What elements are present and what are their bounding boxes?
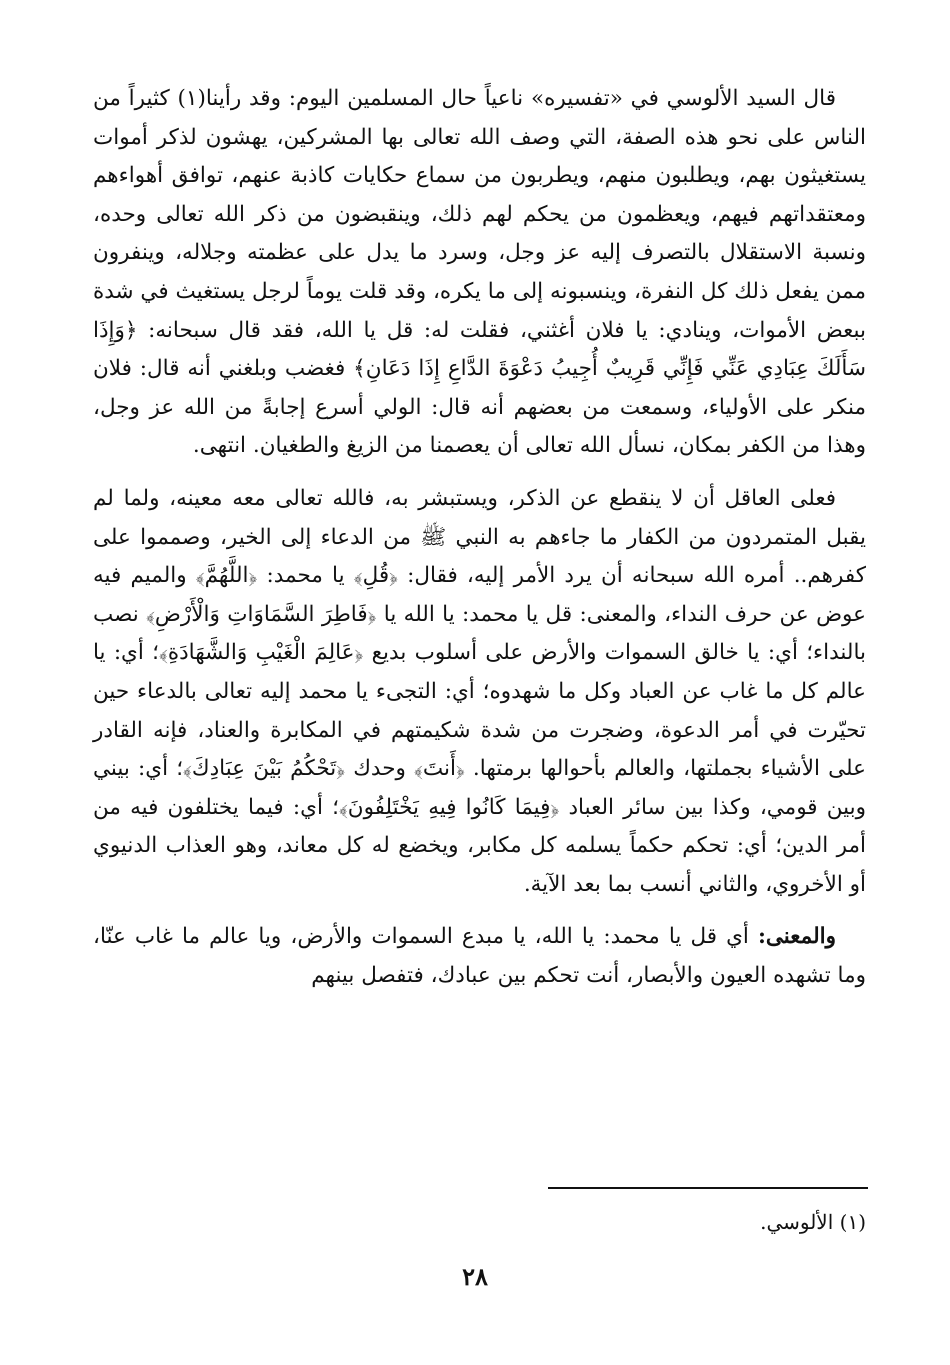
paragraph-commentary: فعلى العاقل أن لا ينقطع عن الذكر، ويستبشر به، فالله تعالى معه معينه، ولما لم يقبل المتمردون من الكفار ما جاءهم به النبي ﷺ من الدعاء إلى الخير، وصمموا على كفرهم.. أمره الله سبحانه أن يرد الأمر إليه، فقال: ﴿قُلِ﴾ يا محمد: ﴿اللَّهُمَّ﴾ والميم فيه عوض عن حرف النداء، والمعنى: قل يا محمد: يا الله يا ﴿فَاطِرَ السَّمَاوَاتِ وَالْأَرْضِ﴾ نصب بالنداء؛ أي: يا خالق السموات والأرض على أسلوب بديع ﴿عَالِمَ الْغَيْبِ وَالشَّهَادَةِ﴾؛ أي: يا عالم كل ما غاب عن العباد وكل ما شهدوه؛ أي: التجىء يا محمد إليه تعالى بالدعاء حين تحيّرت في أمر الدعوة، وضجرت من شدة شكيمتهم في المكابرة والعناد، فإنه القادر على الأشياء بجملتها، والعالم بأحوالها برمتها. ﴿أَنتَ﴾ وحدك ﴿تَحْكُمُ بَيْنَ عِبَادِكَ﴾؛ أي: بيني وبين قومي، وكذا بين سائر العباد ﴿فِيمَا كَانُوا فِيهِ يَخْتَلِفُونَ﴾؛ أي: فيما يختلفون فيه من أمر الدين؛ أي: تحكم حكماً يسلمه كل مكابر، ويخضع له كل معاند، وهو العذاب الدنيوي أو الأخروي، والثاني أنسب بما بعد الآية. bbox=[93, 485, 866, 897]
paragraph-alusi-quote: قال السيد الألوسي في «تفسيره» ناعياً حال المسلمين اليوم: وقد رأينا(١) كثيراً من الناس على نحو هذه الصفة، التي وصف الله تعالى بها المشركين، يهشون لذكر أموات يستغيثون بهم، ويطلبون منهم، ويطربون من سماع حكايات كاذبة عنهم، توافق أهواءهم ومعتقداتهم فيهم، ويعظمون من يحكم لهم ذلك، وينقبضون من ذكر الله تعالى وحده، ونسبة الاستقلال بالتصرف إليه عز وجل، وسرد ما يدل على عظمته وجلاله، وينفرون ممن يفعل ذلك كل النفرة، وينسبونه إلى ما يكره، وقد قلت يوماً لرجل يستغيث في شدة ببعض الأموات، وينادي: يا فلان أغثني، فقلت له: قل يا الله، فقد قال سبحانه: ﴿وَإِذَا سَأَلَكَ عِبَادِي عَنِّي فَإِنِّي قَرِيبٌ أُجِيبُ دَعْوَةَ الدَّاعِ إِذَا دَعَانِ﴾ فغضب وبلغني أنه قال: فلان منكر على الأولياء، وسمعت من بعضهم أنه قال: الولي أسرع إجابةً من الله عز وجل، وهذا من الكفر بمكان، نسأل الله تعالى أن يعصمنا من الزيغ والطغيان. انتهى. bbox=[93, 86, 866, 459]
body-text bbox=[93, 80, 866, 996]
page-number: ٢٨ bbox=[462, 1262, 488, 1291]
footnote: (١) الألوسي. bbox=[760, 1210, 866, 1234]
meaning-text: أي قل يا محمد: يا الله، يا مبدع السموات والأرض، ويا عالم ما غاب عنّا، وما تشهده العيون والأبصار، أنت تحكم بين عبادك، فتفصل بينهم bbox=[93, 924, 866, 989]
meaning-lead-word: والمعنى: bbox=[757, 924, 836, 950]
footnote-divider bbox=[548, 1187, 868, 1189]
paragraph-meaning bbox=[93, 918, 866, 995]
